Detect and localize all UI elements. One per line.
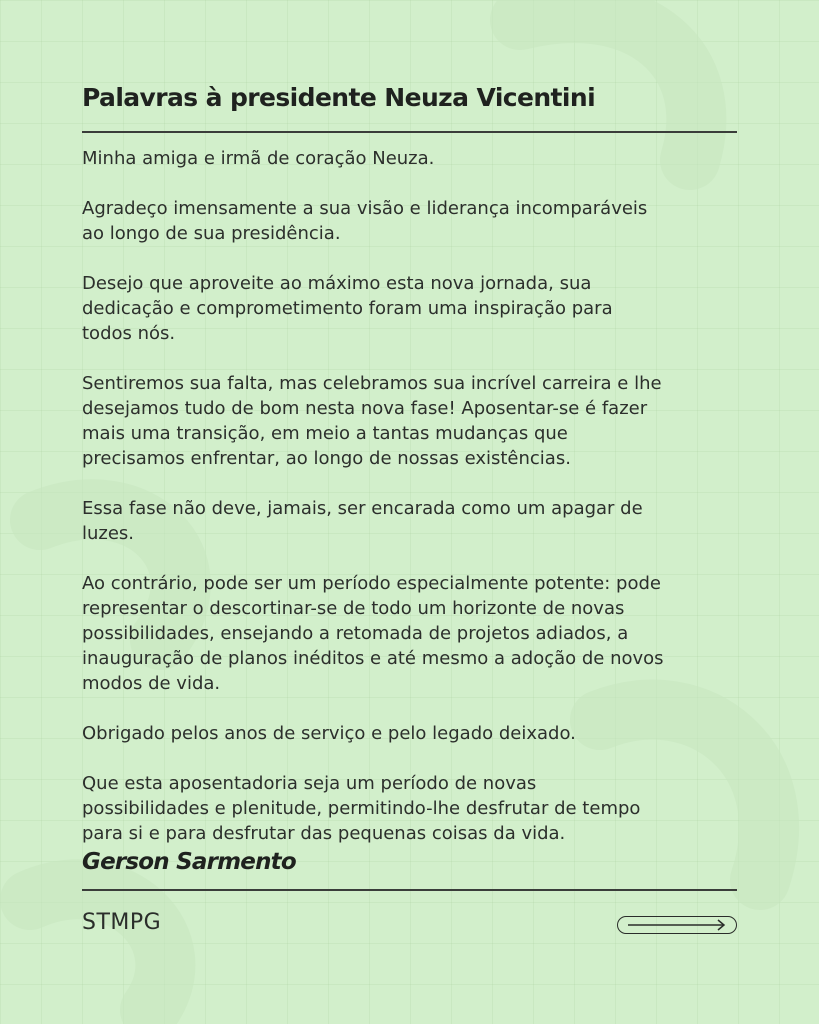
paragraph-line: Desejo que aproveite ao máximo esta nova jornada, sua (82, 273, 592, 294)
paragraph-line: possibilidades e plenitude, permitindo-lhe desfrutar de tempo (82, 798, 641, 819)
letter-paragraph (82, 771, 742, 846)
paragraph-line: para si e para desfrutar das pequenas coisas da vida. (82, 823, 566, 844)
letter-paragraph (82, 196, 742, 246)
signature: Gerson Sarmento (82, 849, 296, 875)
paragraph-line: inauguração de planos inéditos e até mesmo a adoção de novos (82, 648, 664, 669)
letter-paragraph (82, 571, 742, 696)
top-divider (82, 131, 737, 133)
next-button[interactable] (617, 916, 737, 934)
paragraph-line: Minha amiga e irmã de coração Neuza. (82, 148, 435, 169)
page-title: Palavras à presidente Neuza Vicentini (82, 83, 596, 112)
paragraph-line: Obrigado pelos anos de serviço e pelo legado deixado. (82, 723, 576, 744)
arrow-right-icon (618, 917, 738, 935)
letter-paragraph (82, 721, 742, 746)
paragraph-line: precisamos enfrentar, ao longo de nossas existências. (82, 448, 571, 469)
paragraph-line: Sentiremos sua falta, mas celebramos sua incrível carreira e lhe (82, 373, 662, 394)
paragraph-line: modos de vida. (82, 673, 221, 694)
paragraph-line: desejamos tudo de bom nesta nova fase! Aposentar-se é fazer (82, 398, 648, 419)
brand-name: STMPG (82, 910, 162, 935)
letter-paragraph (82, 271, 742, 346)
paragraph-line: Que esta aposentadoria seja um período de novas (82, 773, 537, 794)
letter-paragraph (82, 371, 742, 471)
letter-body (82, 146, 742, 846)
bottom-divider (82, 889, 737, 891)
paragraph-line: todos nós. (82, 323, 176, 344)
paragraph-line: representar o descortinar-se de todo um horizonte de novas (82, 598, 625, 619)
paragraph-line: dedicação e comprometimento foram uma inspiração para (82, 298, 613, 319)
paragraph-line: Essa fase não deve, jamais, ser encarada como um apagar de (82, 498, 643, 519)
letter-paragraph (82, 496, 742, 546)
paragraph-line: mais uma transição, em meio a tantas mudanças que (82, 423, 568, 444)
paragraph-line: ao longo de sua presidência. (82, 223, 341, 244)
paragraph-line: Ao contrário, pode ser um período especialmente potente: pode (82, 573, 661, 594)
paragraph-line: luzes. (82, 523, 135, 544)
letter-paragraph (82, 146, 742, 171)
paragraph-line: Agradeço imensamente a sua visão e liderança incomparáveis (82, 198, 648, 219)
paragraph-line: possibilidades, ensejando a retomada de projetos adiados, a (82, 623, 629, 644)
